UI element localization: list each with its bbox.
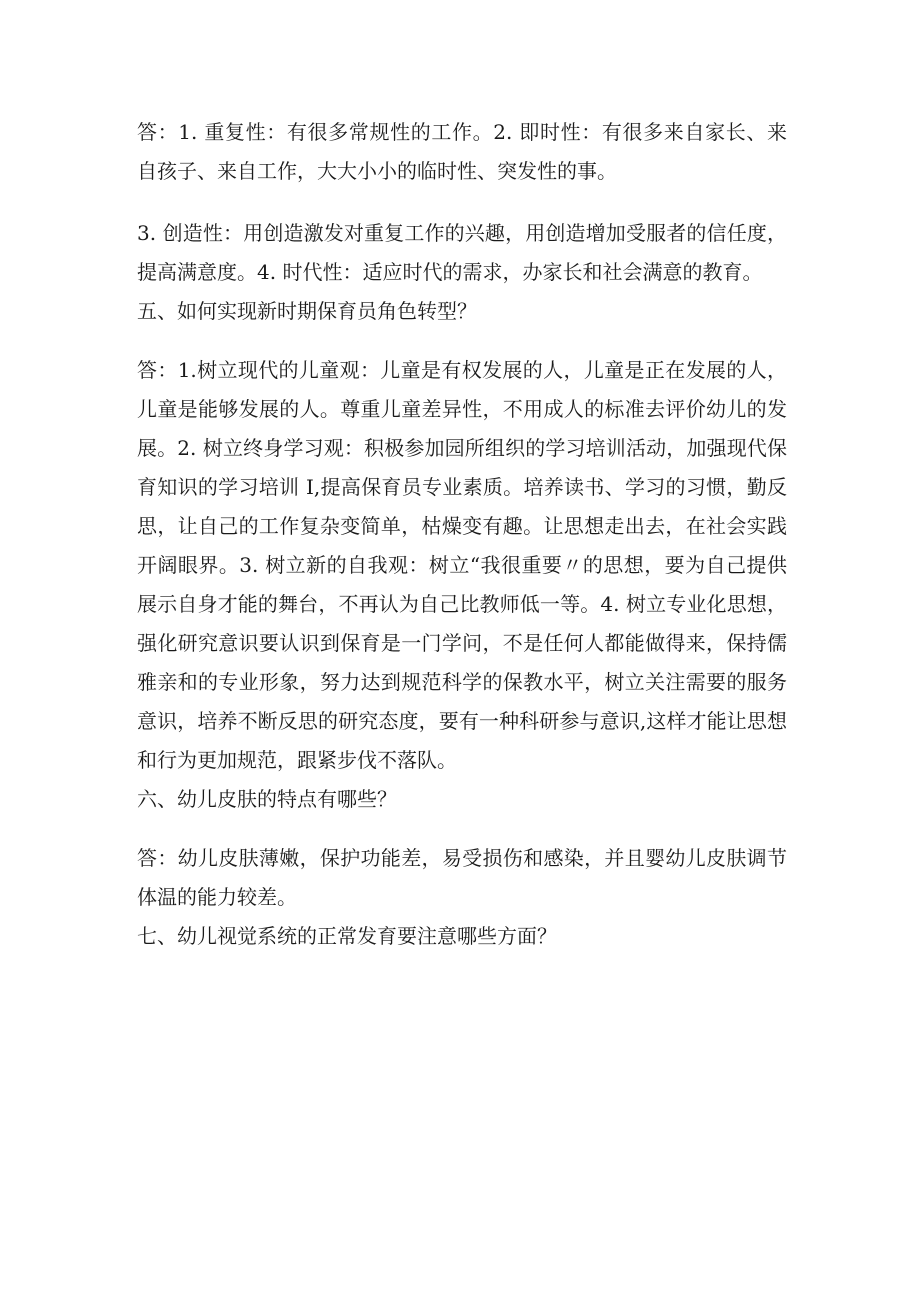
answer-paragraph-1: 答：1. 重复性：有很多常规性的工作。2. 即时性：有很多来自家长、来自孩子、来自工作，大大小小的临时性、突发性的事。: [137, 120, 787, 183]
answer-paragraph-2: 3. 创造性：用创造激发对重复工作的兴趣，用创造增加受服者的信任度，提高满意度。4. 时代性：适应时代的需求，办家长和社会满意的教育。: [137, 221, 787, 284]
answer-paragraph-6: 答：幼儿皮肤薄嫩，保护功能差，易受损伤和感染，并且婴幼儿皮肤调节体温的能力较差。: [137, 846, 787, 909]
document-page: [137, 113, 787, 956]
question-heading-7: 七、幼儿视觉系统的正常发育要注意哪些方面？: [137, 924, 557, 948]
question-heading-5: 五、如何实现新时期保育员角色转型？: [137, 299, 477, 323]
answer-paragraph-5: 答：1.树立现代的儿童观：儿童是有权发展的人，儿童是正在发展的人，儿童是能够发展的人。尊重儿童差异性，不用成人的标准去评价幼儿的发展。2. 树立终身学习观：积极参加园所组织的学习培训活动，加强现代保育知识的学习培训 I,提高保育员专业素质。培养读书、学习的习惯，勤反思，让自己的工作复杂变简单，枯燥变有趣。让思想走出去，在社会实践开阔眼界。3. 树立新的自我观：树立“我很重要〃的思想，要为自己提供展示自身才能的舞台，不再认为自己比教师低一等。4. 树立专业化思想，强化研究意识要认识到保育是一门学问，不是任何人都能做得来，保持儒雅亲和的专业形象，努力达到规范科学的保教水平，树立关注需要的服务意识，培养不断反思的研究态度，要有一种科研参与意识,这样才能让思想和行为更加规范，跟紧步伐不落队。: [137, 358, 787, 772]
question-heading-6: 六、幼儿皮肤的特点有哪些？: [137, 787, 397, 811]
